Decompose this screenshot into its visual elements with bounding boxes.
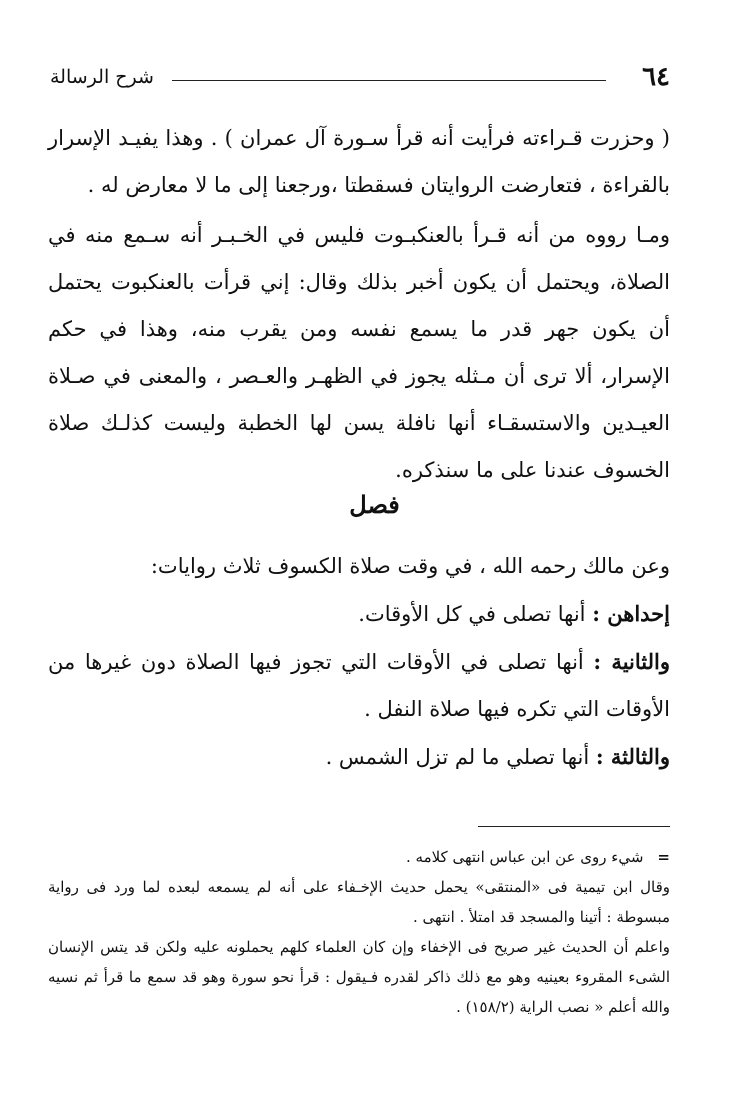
narration-label-2: والثانية :	[593, 649, 670, 674]
narrations-block	[48, 543, 670, 781]
footnote-paragraph-3: واعلم أن الحديث غير صريح فى الإخفاء وإن كان العلماء كلهم يحملونه عليه ولكن قد يتس الإنسان الشىء المقروء بعينيه وهو مع ذلك ذاكر لقدره فـيقول : قرأ نحو سورة وهو قد سمع ما قرأ ثم نسيه والله أعلم « نصب الراية (١٥٨/٢) .	[48, 938, 670, 1016]
narration-item-2	[48, 638, 670, 733]
narrations-intro: وعن مالك رحمه الله ، في وقت صلاة الكسوف ثلاث روايات:	[150, 554, 670, 578]
body-paragraph-2: ومـا رووه من أنه قـرأ بالعنكبـوت فليس في الخـبـر أنه سـمع منه في الصلاة، ويحتمل أن يكون أخبر بذلك وقال: إني قرأت بالعنكبوت يحتمل أن يكون جهر قدر ما يسمع نفسه ومن يقرب منه، وهذا في حكم الإسرار، ألا ترى أن مـثله يجوز في الظهـر والعـصر ، والمعنى في صـلاة العيـدين والاستسقـاء أنها نافلة يسن لها الخطبة وليست كذلـك صلاة الخسوف عندنا على ما سنذكره.	[48, 223, 670, 482]
section-heading: فصل	[349, 490, 400, 519]
footnote-separator	[478, 826, 670, 827]
narration-text-2: أنها تصلى في الأوقات التي تجوز فيها الصلاة دون غيرها من الأوقات التي تكره فيها صلاة النفل .	[48, 650, 670, 721]
page-header	[50, 62, 670, 98]
footnote-line-1-text: شيء روى عن ابن عباس انتهى كلامه .	[405, 848, 644, 866]
narration-item-3	[48, 733, 670, 781]
footnote-line-1	[48, 842, 670, 872]
footnotes	[48, 842, 670, 1022]
narration-text-1: أنها تصلى في كل الأوقات.	[358, 602, 593, 626]
narration-label-3: والثالثة :	[595, 744, 670, 769]
footnote-paragraph-2: وقال ابن تيمية فى «المنتقى» يحمل حديث الإخـفاء على أنه لم يسمعه لبعده لما ورد فى رواية مبسوطة : أتينا والمسجد قد امتلأ . انتهى .	[48, 878, 670, 926]
header-rule	[172, 80, 606, 81]
running-title: شرح الرسالة	[50, 66, 154, 88]
narration-item-1	[48, 590, 670, 638]
narration-label-1: إحداهن :	[592, 601, 670, 626]
narration-text-3: أنها تصلي ما لم تزل الشمس .	[325, 745, 596, 769]
footnote-continuation-mark: =	[657, 848, 670, 866]
body-paragraph-1: ( وحزرت قـراءته فرأيت أنه قرأ سـورة آل عمران ) . وهذا يفيـد الإسرار بالقراءة ، فتعارضت الروايتان فسقطتا ،ورجعنا إلى ما لا معارض له .	[48, 126, 670, 197]
page-number: ٦٤	[642, 62, 670, 92]
